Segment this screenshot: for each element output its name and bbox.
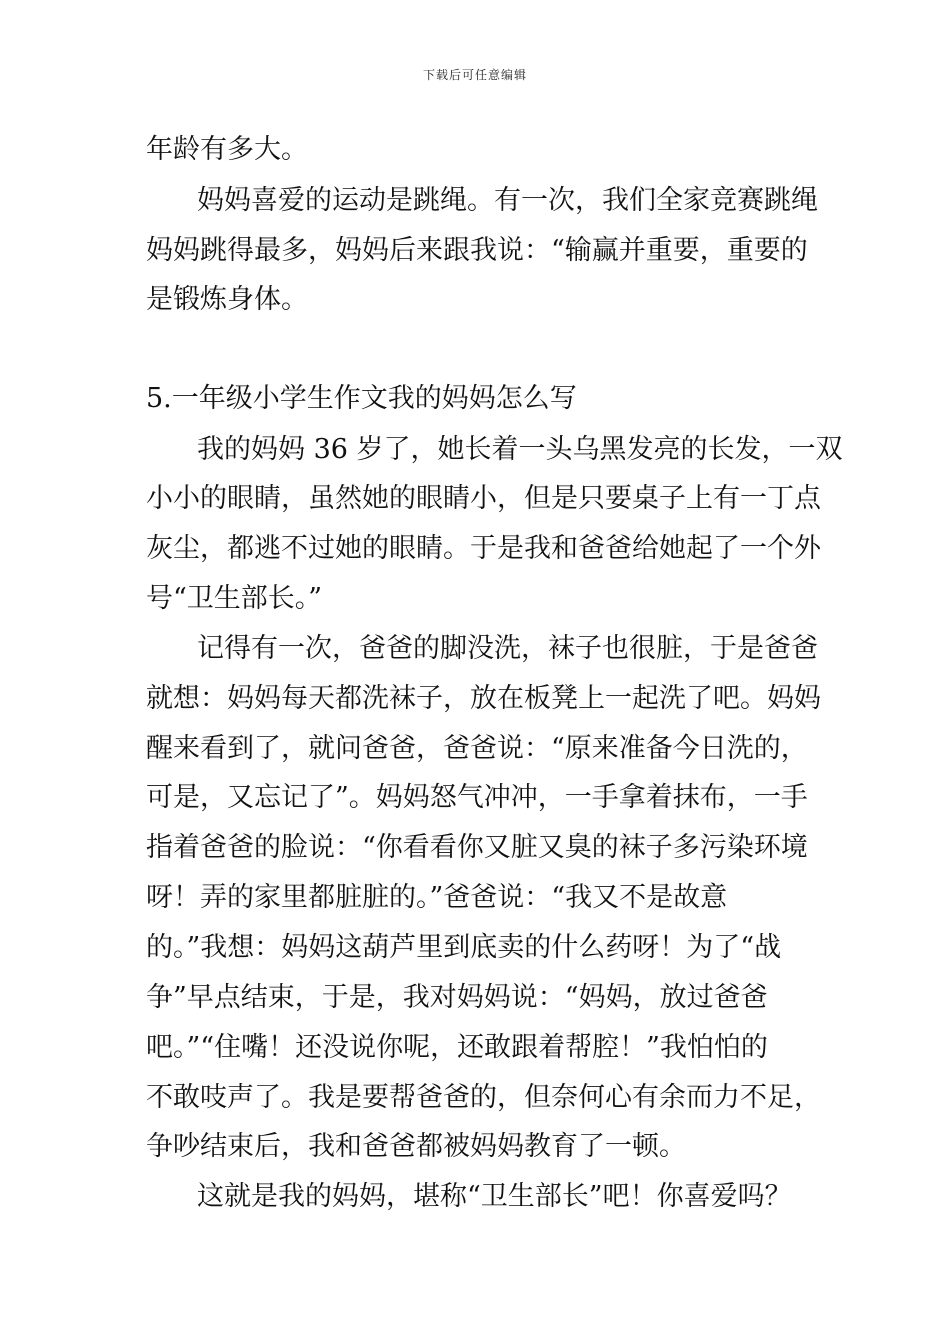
text-line: 小小的眼睛，虽然她的眼睛小，但是只要桌子上有一丁点 [146, 483, 821, 514]
text-line: 这就是我的妈妈，堪称“卫生部长”吧！你喜爱吗？ [197, 1181, 792, 1212]
text-line: 记得有一次，爸爸的脚没洗，袜子也很脏，于是爸爸 [197, 633, 818, 664]
text-line: 争吵结束后，我和爸爸都被妈妈教育了一顿。 [146, 1131, 686, 1162]
text-line: 可是，又忘记了”。妈妈怒气冲冲，一手拿着抹布，一手 [146, 782, 808, 813]
text-line: 妈妈喜爱的运动是跳绳。有一次，我们全家竞赛跳绳 [197, 185, 818, 216]
text-line: 灰尘，都逃不过她的眼睛。于是我和爸爸给她起了一个外 [146, 533, 821, 564]
text-line: 呀！弄的家里都脏脏的。”爸爸说：“我又不是故意 [146, 882, 728, 913]
section-heading: 5.一年级小学生作文我的妈妈怎么写 [146, 383, 577, 414]
text-line: 就想：妈妈每天都洗袜子，放在板凳上一起洗了吧。妈妈 [146, 683, 821, 714]
text-line: 指着爸爸的脸说：“你看看你又脏又臭的袜子多污染环境 [146, 832, 808, 863]
text-line: 醒来看到了，就问爸爸，爸爸说：“原来准备今日洗的， [146, 733, 808, 764]
page-header: 下载后可任意编辑 [422, 68, 527, 82]
text-line: 吧。”“住嘴！还没说你呢，还敢跟着帮腔！”我怕怕的 [146, 1032, 768, 1063]
text-line: 是锻炼身体。 [146, 284, 308, 315]
text-line: 争”早点结束，于是，我对妈妈说：“妈妈，放过爸爸 [146, 982, 768, 1013]
text-line: 我的妈妈 36 岁了，她长着一头乌黑发亮的长发，一双 [197, 434, 843, 465]
text-line: 的。”我想：妈妈这葫芦里到底卖的什么药呀！为了“战 [146, 932, 782, 963]
text-line: 不敢吱声了。我是要帮爸爸的，但奈何心有余而力不足， [146, 1082, 821, 1113]
text-line: 年龄有多大。 [146, 134, 308, 165]
text-line: 号“卫生部长。” [146, 583, 323, 614]
text-line: 妈妈跳得最多，妈妈后来跟我说：“输赢并重要，重要的 [146, 235, 808, 266]
